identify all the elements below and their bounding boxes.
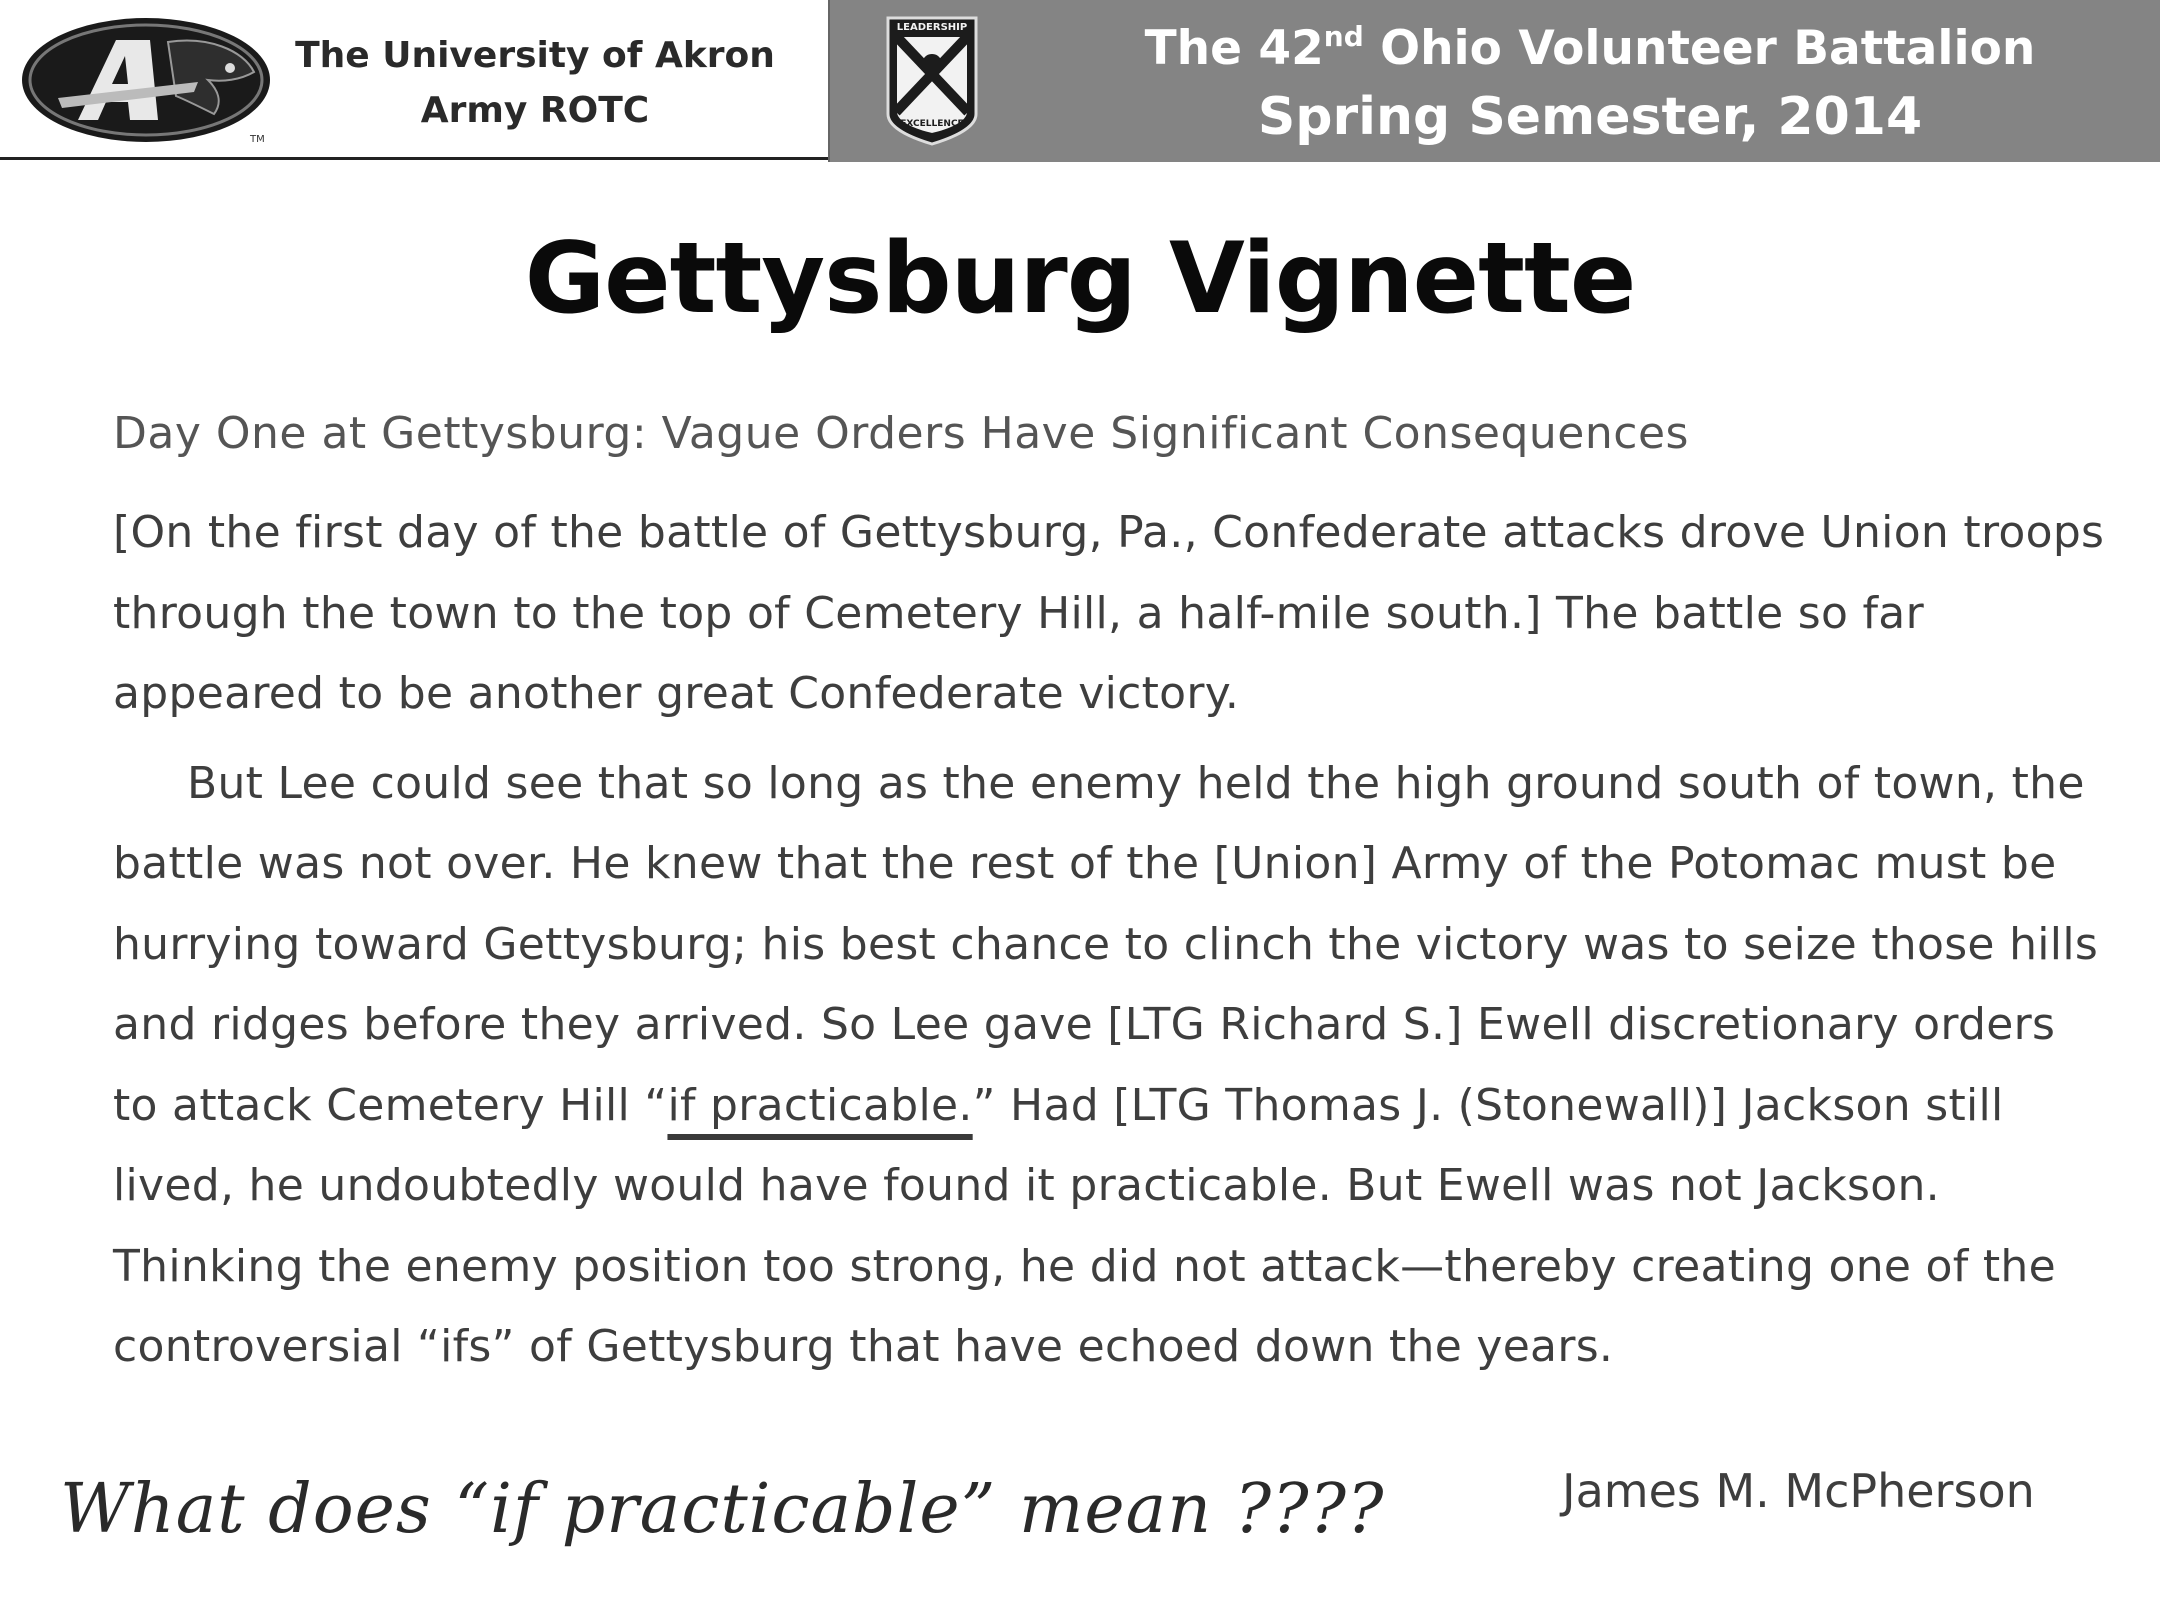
paragraph-2-part-a: But Lee could see that so long as the enemy held the high ground south of town, the battle was not over. He knew that the rest of the [Union] Army of the Potomac must be hurrying toward Gettysburg; his best chance to clinch the victory was to seize those hills and ridges before they arrived. So Lee gave [LTG Richard S.] Ewell discretionary orders to attack Cemetery Hill “ bbox=[113, 757, 2099, 1131]
battalion-name bbox=[1040, 18, 2140, 86]
akron-zips-logo bbox=[18, 10, 274, 150]
slide-title: Gettysburg Vignette bbox=[524, 222, 1636, 336]
excerpt-paragraph-2 bbox=[113, 744, 2113, 1388]
document-excerpt bbox=[113, 405, 2113, 1388]
battalion-ordinal: nd bbox=[1323, 20, 1364, 53]
university-name bbox=[285, 28, 785, 138]
header-university bbox=[0, 0, 828, 160]
paragraph-2-part-b: ” Had [LTG Thomas J. (Stonewall)] Jackson still lived, he undoubtedly would have found it practicable. But Ewell was not Jackson. Thinking the enemy position too strong, he did not attack—thereby creating one of the controversial “ifs” of Gettysburg that have echoed down the years. bbox=[113, 1079, 2056, 1372]
university-line2: Army ROTC bbox=[420, 90, 650, 131]
university-line1: The University of Akron bbox=[295, 35, 775, 76]
handwritten-question: What does “if practicable” mean ???? bbox=[60, 1470, 1385, 1549]
trademark-mark: TM bbox=[250, 134, 265, 145]
underlined-phrase: if practicable. bbox=[667, 1079, 973, 1131]
excerpt-paragraph-1: [On the first day of the battle of Gettysburg, Pa., Confederate attacks drove Union troops through the town to the top of Cemetery Hill, a half-mile south.] The battle so far appeared to be another great Confederate victory. bbox=[113, 507, 2105, 719]
header-battalion bbox=[828, 0, 2160, 162]
crest-bottom-label: EXCELLENCE bbox=[900, 119, 964, 129]
battalion-name-pre: The 42 bbox=[1144, 21, 1324, 76]
battalion-name-post: Ohio Volunteer Battalion bbox=[1363, 21, 2036, 76]
excerpt-author: James M. McPherson bbox=[1562, 1464, 2035, 1518]
crest-top-label: LEADERSHIP bbox=[896, 22, 968, 33]
battalion-info bbox=[1040, 18, 2140, 148]
semester-label: Spring Semester, 2014 bbox=[1257, 87, 1923, 147]
rotc-crest-icon bbox=[882, 14, 982, 146]
excerpt-subhead: Day One at Gettysburg: Vague Orders Have Significant Consequences bbox=[113, 408, 1689, 459]
